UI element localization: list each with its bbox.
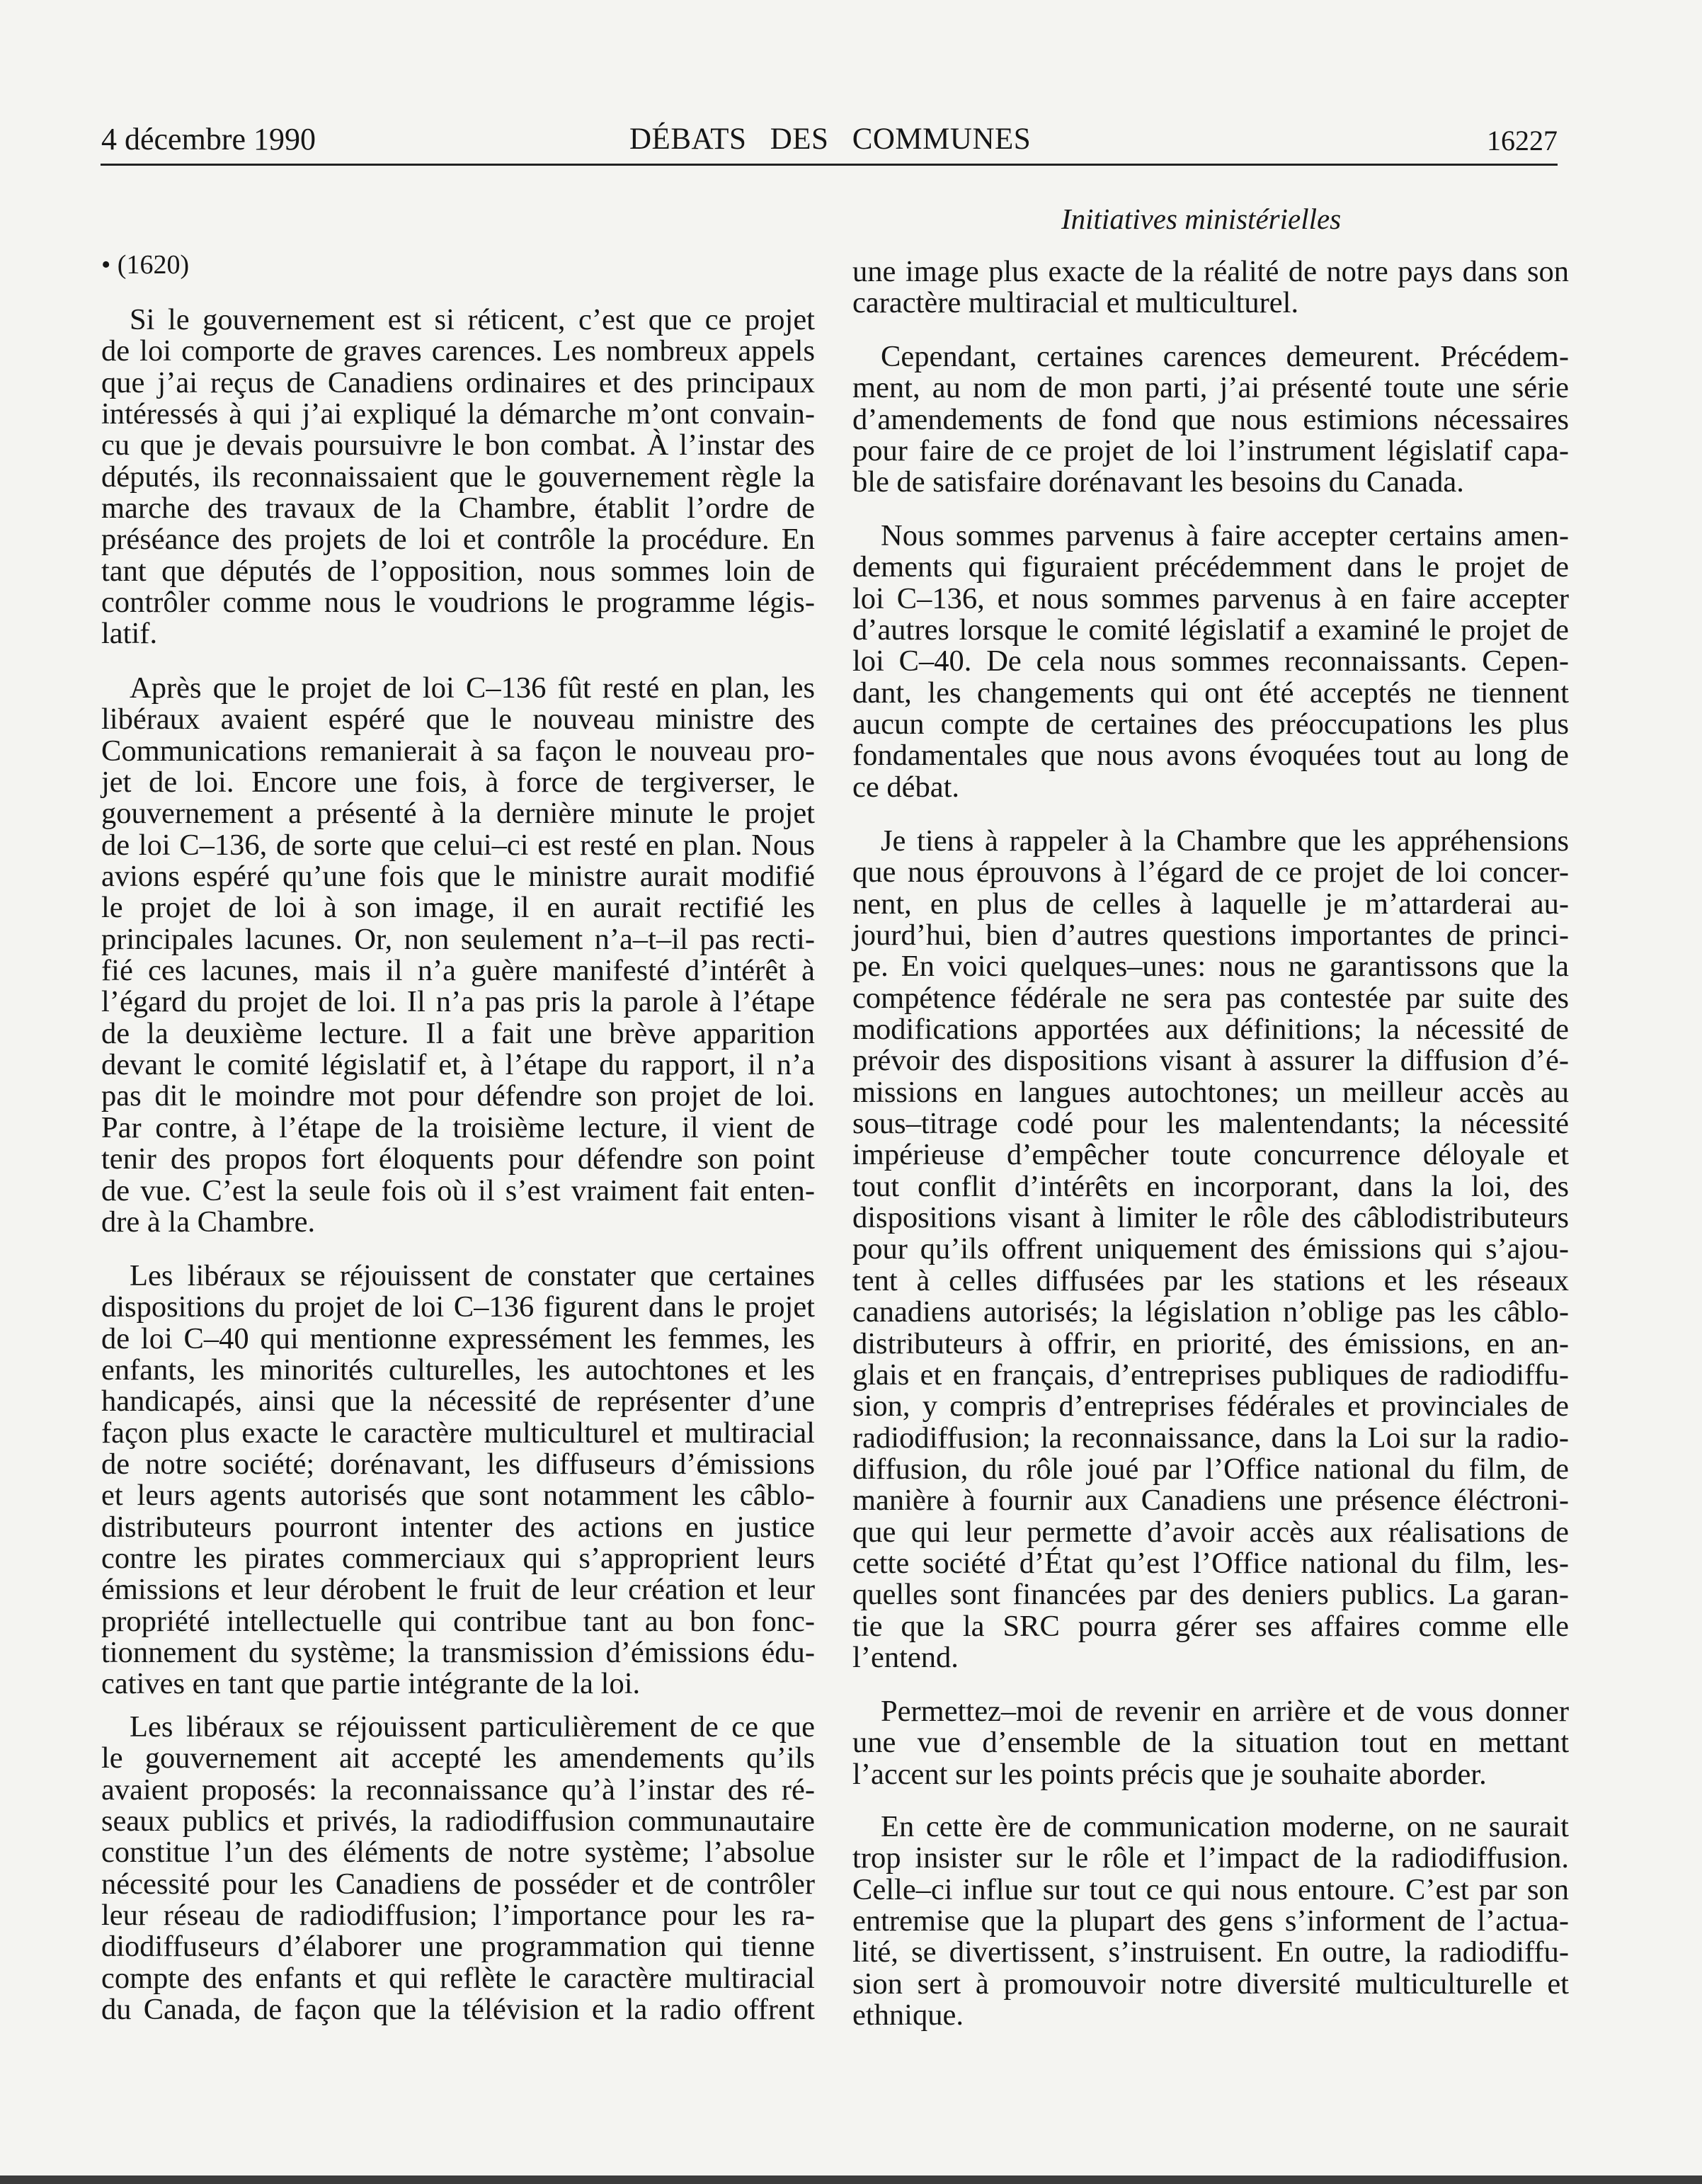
- paragraph: [101, 1261, 815, 1700]
- text-line: canadiens autorisés; la législation n’oblige pas les câblo-: [852, 1295, 1569, 1329]
- text-line: députés, ils reconnaissaient que le gouvernement règle la: [101, 460, 815, 494]
- text-line: catives en tant que partie intégrante de la loi.: [101, 1667, 641, 1701]
- text-line: pas dit le moindre mot pour défendre son projet de loi.: [101, 1079, 815, 1113]
- text-line: jet de loi. Encore une fois, à force de tergiverser, le: [101, 766, 815, 800]
- text-line: que nous éprouvons à l’égard de ce projet de loi concer-: [852, 855, 1569, 889]
- text-line: Après que le projet de loi C–136 fût resté en plan, les: [130, 671, 815, 705]
- paragraph: [101, 305, 815, 650]
- text-line: d’amendements de fond que nous estimions nécessaires: [852, 402, 1569, 436]
- text-line: latif.: [101, 617, 158, 651]
- text-line: contre les pirates commerciaux qui s’approprient leurs: [101, 1542, 815, 1576]
- text-line: glais et en français, d’entreprises publiques de radiodiffu-: [852, 1358, 1569, 1392]
- text-line: fié ces lacunes, mais il n’a guère manifesté d’intérêt à: [101, 954, 815, 988]
- text-line: leur réseau de radiodiffusion; l’importance pour les ra-: [101, 1899, 815, 1933]
- text-line: diffusion, du rôle joué par l’Office national du film, de: [852, 1452, 1569, 1486]
- text-line: cu que je devais poursuivre le bon combat. À l’instar des: [101, 428, 815, 462]
- section-heading: Initiatives ministérielles: [1061, 203, 1342, 235]
- paragraph: [101, 673, 815, 1238]
- time-marker: • (1620): [101, 250, 190, 280]
- text-line: cette société d’État qu’est l’Office national du film, les-: [852, 1546, 1569, 1580]
- text-line: une image plus exacte de la réalité de notre pays dans son: [852, 255, 1569, 288]
- page-number: 16227: [1487, 125, 1558, 157]
- text-line: du Canada, de façon que la télévision et la radio offrent: [101, 1993, 815, 2027]
- text-line: tionnement du système; la transmission d’émissions édu-: [101, 1636, 815, 1670]
- text-line: Si le gouvernement est si réticent, c’est que ce projet: [130, 303, 815, 336]
- text-line: compétence fédérale ne sera pas contestée par suite des: [852, 981, 1569, 1015]
- text-line: Cependant, certaines carences demeurent. Précédem-: [881, 340, 1569, 373]
- text-line: sous–titrage codé pour les malentendants; la nécessité: [852, 1107, 1569, 1141]
- text-line: et leurs agents autorisés que sont notamment les câblo-: [101, 1479, 815, 1513]
- text-line: Je tiens à rappeler à la Chambre que les appréhensions: [881, 824, 1569, 858]
- scan-edge: [0, 2176, 1702, 2184]
- text-line: quelles sont financées par des deniers publics. La garan-: [852, 1578, 1569, 1612]
- text-line: trop insister sur le rôle et l’impact de la radiodiffusion.: [852, 1841, 1569, 1875]
- text-line: missions en langues autochtones; un meilleur accès au: [852, 1075, 1569, 1109]
- text-line: ment, au nom de mon parti, j’ai présenté toute une série: [852, 371, 1569, 405]
- paragraph: [852, 826, 1569, 1673]
- text-line: intéressés à qui j’ai expliqué la démarche m’ont convain-: [101, 397, 815, 431]
- text-line: dre à la Chambre.: [101, 1205, 316, 1239]
- text-line: dispositions visant à limiter le rôle des câblodistributeurs: [852, 1201, 1569, 1235]
- text-line: Nous sommes parvenus à faire accepter certains amen-: [881, 519, 1569, 552]
- text-line: diodiffuseurs d’élaborer une programmation qui tienne: [101, 1930, 815, 1964]
- text-line: de vue. C’est la seule fois où il s’est vraiment fait enten-: [101, 1173, 815, 1207]
- paragraph-continued: [852, 256, 1569, 319]
- text-line: seaux publics et privés, la radiodiffusion communautaire: [101, 1804, 815, 1838]
- text-line: libéraux avaient espéré que le nouveau ministre des: [101, 703, 815, 736]
- text-line: l’entend.: [852, 1640, 959, 1674]
- paragraph: [852, 521, 1569, 803]
- text-line: ble de satisfaire dorénavant les besoins du Canada.: [852, 465, 1464, 499]
- text-line: ce débat.: [852, 770, 960, 804]
- text-line: dant, les changements qui ont été acceptés ne tiennent: [852, 676, 1569, 710]
- text-line: devant le comité législatif et, à l’étape du rapport, il n’a: [101, 1048, 815, 1082]
- paragraph: [852, 1812, 1569, 2031]
- text-line: distributeurs pourront intenter des actions en justice: [101, 1510, 815, 1544]
- text-line: que qui leur permette d’avoir accès aux réalisations de: [852, 1515, 1569, 1549]
- text-line: Par contre, à l’étape de la troisième lecture, il vient de: [101, 1110, 815, 1144]
- text-line: sion sert à promouvoir notre diversité multiculturelle et: [852, 1967, 1569, 2001]
- text-line: ethnique.: [852, 1998, 964, 2032]
- text-line: tie que la SRC pourra gérer ses affaires comme elle: [852, 1609, 1569, 1643]
- text-line: une vue d’ensemble de la situation tout en mettant: [852, 1726, 1569, 1760]
- text-line: radiodiffusion; la reconnaissance, dans la Loi sur la radio-: [852, 1421, 1569, 1455]
- text-line: pe. En voici quelques–unes: nous ne garantissons que la: [852, 950, 1569, 984]
- paragraph: [852, 1696, 1569, 1790]
- text-line: de loi C–40 qui mentionne expressément les femmes, les: [101, 1321, 815, 1355]
- text-line: loi C–40. De cela nous sommes reconnaissants. Cepen-: [852, 644, 1569, 678]
- header-rule: [101, 164, 1558, 166]
- text-line: façon plus exacte le caractère multiculturel et multiracial: [101, 1416, 815, 1450]
- text-line: compte des enfants et qui reflète le caractère multiracial: [101, 1961, 815, 1995]
- text-line: prévoir des dispositions visant à assurer la diffusion d’é-: [852, 1044, 1569, 1078]
- text-line: avaient proposés: la reconnaissance qu’à l’instar des ré-: [101, 1773, 815, 1807]
- text-line: En cette ère de communication moderne, on ne saurait: [881, 1810, 1569, 1843]
- text-line: Les libéraux se réjouissent particulièrement de ce que: [130, 1710, 815, 1744]
- text-line: impérieuse d’empêcher toute concurrence déloyale et: [852, 1138, 1569, 1172]
- text-line: tenir des propos fort éloquents pour défendre son point: [101, 1142, 815, 1176]
- text-line: sion, y compris d’entreprises fédérales et provinciales de: [852, 1389, 1569, 1423]
- text-line: loi C–136, et nous sommes parvenus à en faire accepter: [852, 581, 1569, 615]
- text-line: pour faire de ce projet de loi l’instrument législatif capa-: [852, 434, 1569, 468]
- text-line: aucun compte de certaines des préoccupations les plus: [852, 707, 1569, 741]
- header-date: 4 décembre 1990: [101, 122, 316, 157]
- text-line: contrôler comme nous le voudrions le programme légis-: [101, 586, 815, 620]
- text-line: lité, se divertissent, s’instruisent. En outre, la radiodiffu-: [852, 1935, 1569, 1969]
- text-line: l’égard du projet de loi. Il n’a pas pris la parole à l’étape: [101, 985, 815, 1019]
- text-line: dements qui figuraient précédemment dans le projet de: [852, 550, 1569, 584]
- text-line: de loi comporte de graves carences. Les nombreux appels: [101, 334, 815, 368]
- text-line: préséance des projets de loi et contrôle la procédure. En: [101, 523, 815, 557]
- text-line: tent à celles diffusées par les stations et les réseaux: [852, 1263, 1569, 1297]
- text-line: Celle–ci influe sur tout ce qui nous entoure. C’est par son: [852, 1872, 1569, 1906]
- text-line: manière à fournir aux Canadiens une présence éléctroni-: [852, 1484, 1569, 1518]
- text-line: de la deuxième lecture. Il a fait une brève apparition: [101, 1016, 815, 1050]
- text-line: Les libéraux se réjouissent de constater que certaines: [130, 1259, 815, 1292]
- text-line: handicapés, ainsi que la nécessité de représenter d’une: [101, 1384, 815, 1418]
- text-line: de loi C–136, de sorte que celui–ci est resté en plan. Nous: [101, 828, 815, 862]
- text-line: constitue l’un des éléments de notre système; l’absolue: [101, 1836, 815, 1870]
- text-line: d’autres lorsque le comité législatif a examiné le projet de: [852, 613, 1569, 647]
- text-line: propriété intellectuelle qui contribue tant au bon fonc-: [101, 1604, 815, 1638]
- text-line: que j’ai reçus de Canadiens ordinaires et des principaux: [101, 365, 815, 399]
- text-line: pour qu’ils offrent uniquement des émissions qui s’ajou-: [852, 1232, 1569, 1266]
- text-line: marche des travaux de la Chambre, établit l’ordre de: [101, 491, 815, 525]
- text-line: le gouvernement ait accepté les amendements qu’ils: [101, 1741, 815, 1775]
- text-line: modifications apportées aux définitions; la nécessité de: [852, 1013, 1569, 1047]
- text-line: entremise que la plupart des gens s’informent de l’actua-: [852, 1904, 1569, 1938]
- text-line: fondamentales que nous avons évoquées tout au long de: [852, 739, 1569, 773]
- text-line: tant que députés de l’opposition, nous sommes loin de: [101, 554, 815, 588]
- text-line: tout conflit d’intérêts en incorporant, dans la loi, des: [852, 1169, 1569, 1203]
- text-line: Communications remanierait à sa façon le nouveau pro-: [101, 734, 815, 768]
- text-line: le projet de loi à son image, il en aurait rectifié les: [101, 891, 815, 925]
- text-line: caractère multiracial et multiculturel.: [852, 286, 1299, 320]
- text-line: gouvernement a présenté à la dernière minute le projet: [101, 797, 815, 831]
- text-line: distributeurs à offrir, en priorité, des émissions, en an-: [852, 1326, 1569, 1360]
- paragraph: [101, 1712, 815, 2025]
- text-line: dispositions du projet de loi C–136 figurent dans le projet: [101, 1290, 815, 1324]
- text-line: nécessité pour les Canadiens de posséder et de contrôler: [101, 1867, 815, 1901]
- publication-title: DÉBATS DES COMMUNES: [629, 123, 1032, 156]
- text-line: avions espéré qu’une fois que le ministre aurait modifié: [101, 860, 815, 894]
- paragraph: [852, 341, 1569, 499]
- text-line: enfants, les minorités culturelles, les autochtones et les: [101, 1353, 815, 1387]
- text-line: l’accent sur les points précis que je souhaite aborder.: [852, 1757, 1487, 1791]
- text-line: principales lacunes. Or, non seulement n’a–t–il pas recti-: [101, 922, 815, 956]
- text-line: nent, en plus de celles à laquelle je m’attarderai au-: [852, 887, 1569, 921]
- text-line: jourd’hui, bien d’autres questions importantes de princi-: [852, 918, 1569, 952]
- text-line: de notre société; dorénavant, les diffuseurs d’émissions: [101, 1448, 815, 1481]
- text-line: Permettez–moi de revenir en arrière et de vous donner: [881, 1695, 1569, 1728]
- text-line: émissions et leur dérobent le fruit de leur création et leur: [101, 1573, 815, 1607]
